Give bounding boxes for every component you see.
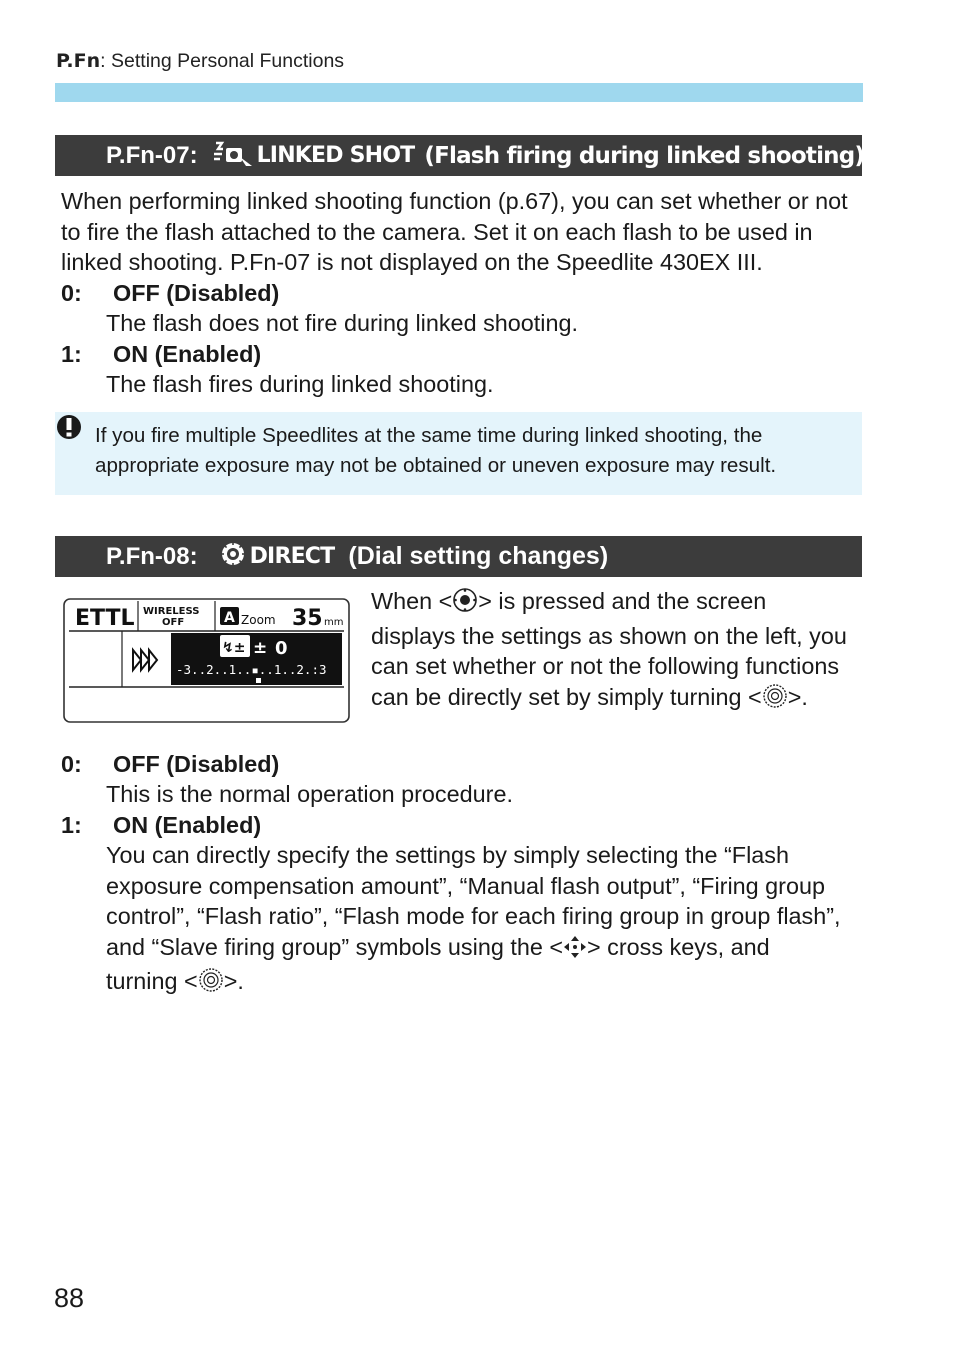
option-number: 1:: [61, 812, 82, 838]
option-number: 1:: [61, 341, 82, 367]
lcd-wireless-top: WIRELESS: [143, 606, 200, 617]
desc-text: turning <: [106, 968, 198, 994]
caution-text: If you fire multiple Speedlites at the same time during linked shooting, the appropriate exposure may not be obtained or uneven exposure may result.: [95, 424, 777, 477]
option-name: ON (Enabled): [113, 341, 262, 367]
section-title-bar-pfn07: [55, 135, 865, 176]
linked-shot-text: LINKED SHOT: [256, 143, 415, 168]
header-accent-bar: [55, 83, 863, 102]
option-name: OFF (Disabled): [113, 280, 280, 306]
desc-line: You can directly specify the settings by simply selecting the “Flash: [106, 842, 789, 868]
intro-line: [371, 682, 861, 717]
select-dial-icon: [198, 967, 224, 1001]
option-1-heading: [61, 339, 261, 369]
option-0-heading: [61, 278, 279, 308]
section-intro: [371, 586, 861, 716]
lcd-comp-symbol: ±: [253, 638, 268, 658]
lcd-exposure-scale: -3..2..1..▪..1..2.:3: [176, 662, 327, 677]
lcd-comp-icon: ↯±: [222, 640, 246, 656]
desc-text: >.: [223, 968, 244, 994]
option-name: OFF (Disabled): [113, 751, 280, 777]
dial-icon: [220, 541, 246, 572]
direct-text: DIRECT: [249, 544, 335, 569]
page-number: 88: [54, 1283, 85, 1313]
option-1-heading: [61, 810, 261, 840]
section-title-bar-pfn08: [55, 536, 862, 577]
lcd-zoom-unit: mm: [324, 617, 344, 628]
section-label: P.Fn-08:: [106, 542, 198, 570]
option-name: ON (Enabled): [113, 812, 262, 838]
intro-text: >.: [787, 683, 808, 710]
option-0-heading: [61, 749, 279, 779]
option-1-description: The flash fires during linked shooting.: [106, 371, 494, 397]
intro-line: displays the settings as shown on the left, you: [371, 622, 847, 649]
option-1-description: [106, 840, 841, 1001]
option-number: 0:: [61, 751, 82, 777]
option-number: 0:: [61, 280, 82, 306]
select-dial-icon: [762, 683, 788, 717]
section-title: (Dial setting changes): [348, 542, 609, 570]
section-label: P.Fn-07:: [106, 141, 198, 169]
caution-icon: [55, 414, 83, 449]
lcd-comp-value: 0: [275, 638, 288, 659]
desc-line: exposure compensation amount”, “Manual flash output”, “Firing group: [106, 872, 825, 899]
desc-line: control”, “Flash ratio”, “Flash mode for each firing group in group flash”,: [106, 903, 841, 929]
header-subtitle: : Setting Personal Functions: [100, 50, 345, 72]
desc-text: and “Slave firing group” symbols using the <: [106, 933, 564, 960]
lcd-mode: ETTL: [75, 606, 135, 631]
intro-line: can set whether or not the following functions: [371, 653, 840, 679]
running-header: [56, 50, 344, 73]
section-intro: When performing linked shooting function (p.67), you can set whether or not to fire the flash attached to the camera. Set it on each flash to be used in linked shooting. P.Fn-07 is not displayed on the Speedlite 430EX III.: [61, 188, 848, 275]
lcd-zoom-value: 35: [292, 606, 323, 631]
option-0-description: This is the normal operation procedure.: [106, 781, 513, 807]
desc-line: [106, 966, 841, 1001]
cross-keys-icon: [563, 935, 587, 967]
pfn-label: P.Fn: [56, 50, 101, 72]
intro-text: can be directly set by simply turning <: [371, 683, 762, 710]
linked-shot-icon: [212, 138, 254, 173]
lcd-zoom-label: Zoom: [241, 613, 276, 627]
option-0-description: The flash does not fire during linked shooting.: [106, 310, 579, 336]
lcd-wireless-bottom: OFF: [162, 617, 185, 628]
set-button-icon: [452, 587, 478, 621]
intro-text: When <: [371, 588, 453, 614]
lcd-panel-illustration: [63, 598, 351, 731]
section-title: (Flash firing during linked shooting): [424, 142, 865, 169]
lcd-zoom-auto: A: [224, 610, 235, 626]
desc-text: > cross keys, and: [587, 933, 770, 960]
intro-line: [371, 586, 861, 621]
desc-line: [106, 932, 841, 967]
intro-text: > is pressed and the screen: [478, 588, 767, 614]
